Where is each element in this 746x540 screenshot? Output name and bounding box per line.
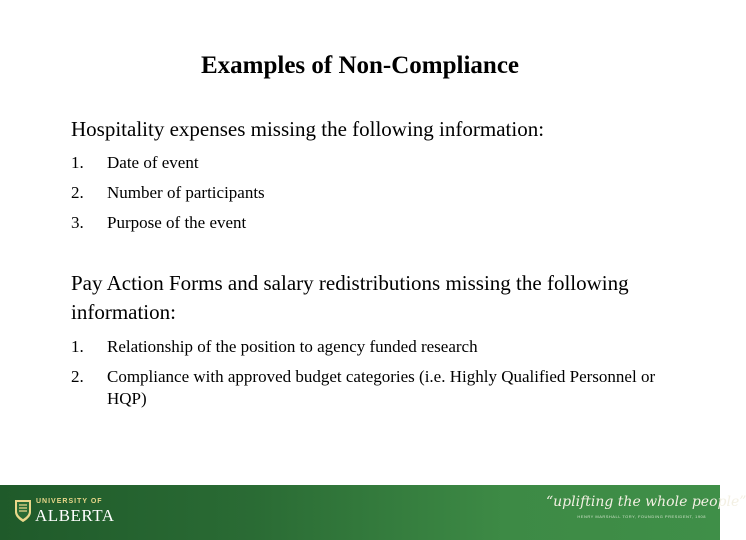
list-item (71, 148, 671, 178)
tagline (546, 494, 746, 519)
list-number: 1. (71, 153, 84, 172)
list-item (71, 178, 671, 208)
crest-icon (14, 499, 32, 523)
list-text: Date of event (107, 153, 199, 172)
logo-university-of: UNIVERSITY OF (36, 498, 103, 505)
tagline-text: “uplifting the whole people” (546, 494, 746, 510)
list-text: Purpose of the event (107, 213, 247, 232)
university-logo (14, 497, 124, 529)
list-number: 2. (71, 183, 84, 202)
list-text: Relationship of the position to agency funded research (107, 337, 478, 356)
list-text: Number of participants (107, 183, 265, 202)
hospitality-missing-list (71, 148, 671, 238)
list-item (71, 208, 671, 238)
list-number: 2. (71, 367, 84, 386)
logo-alberta: ALBERTA (35, 506, 115, 525)
section-heading-hospitality: Hospitality expenses missing the following information: (71, 117, 545, 141)
section-heading-pay-action: Pay Action Forms and salary redistributions missing the following information: (71, 271, 629, 324)
list-item (71, 362, 671, 414)
tagline-attribution: HENRY MARSHALL TORY, FOUNDING PRESIDENT, 1908 (577, 514, 706, 519)
list-text: Compliance with approved budget categories (i.e. Highly Qualified Personnel or HQP) (107, 367, 656, 408)
list-item (71, 332, 671, 362)
slide-title: Examples of Non-Compliance (200, 52, 520, 79)
pay-action-missing-list (71, 332, 671, 414)
list-number: 3. (71, 213, 84, 232)
list-number: 1. (71, 337, 84, 356)
footer-band (0, 485, 746, 540)
